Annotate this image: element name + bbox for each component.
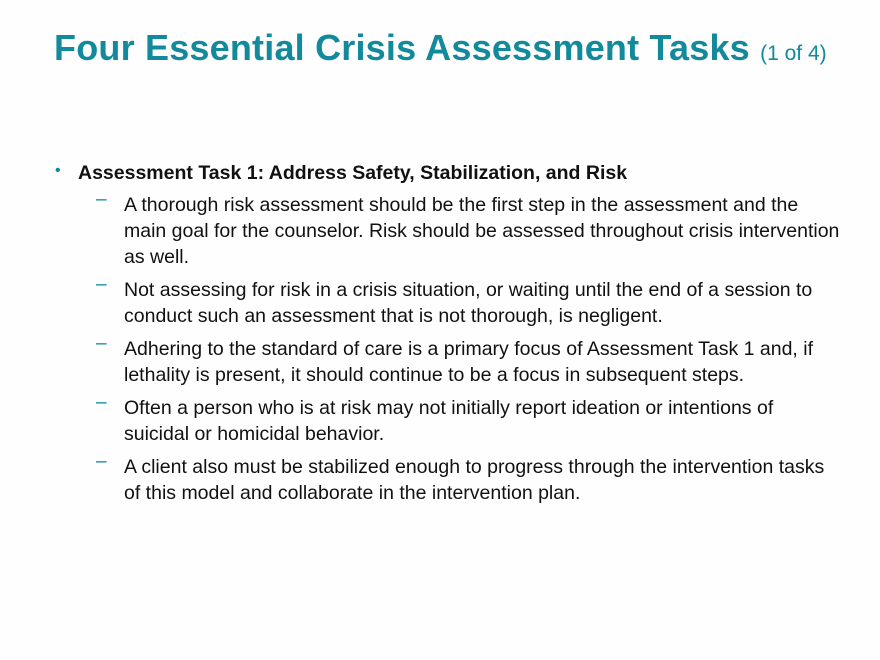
sub-bullet-item [52,189,842,270]
sub-bullet-item [52,333,842,388]
bullet-heading: Assessment Task 1: Address Safety, Stabilization, and Risk [78,162,628,184]
dash-icon: – [96,189,107,210]
sub-bullet-item [52,451,842,506]
bullet-dot-icon: • [55,162,61,179]
slide-counter: (1 of 4) [760,42,827,65]
sub-bullet-text: A thorough risk assessment should be the first step in the assessment and the main goal for the counselor. Risk should be assessed throughout crisis intervention as well. [124,194,840,268]
sub-bullet-text: Adhering to the standard of care is a primary focus of Assessment Task 1 and, if lethality is present, it should continue to be a focus in subsequent steps. [124,338,813,386]
sub-bullet-item [52,274,842,329]
sub-bullet-item [52,392,842,447]
sub-bullet-list [52,189,842,506]
main-bullet [52,160,842,186]
sub-bullet-text: Not assessing for risk in a crisis situation, or waiting until the end of a session to conduct such an assessment that is not thorough, is negligent. [124,279,813,327]
dash-icon: – [96,451,107,472]
dash-icon: – [96,333,107,354]
dash-icon: – [96,392,107,413]
sub-bullet-text: A client also must be stabilized enough to progress through the intervention tasks of this model and collaborate in the intervention plan. [124,456,825,504]
dash-icon: – [96,274,107,295]
slide-content [52,160,842,513]
slide-title [54,27,834,75]
sub-bullet-text: Often a person who is at risk may not initially report ideation or intentions of suicidal or homicidal behavior. [124,397,774,445]
title-text: Four Essential Crisis Assessment Tasks [54,27,750,68]
